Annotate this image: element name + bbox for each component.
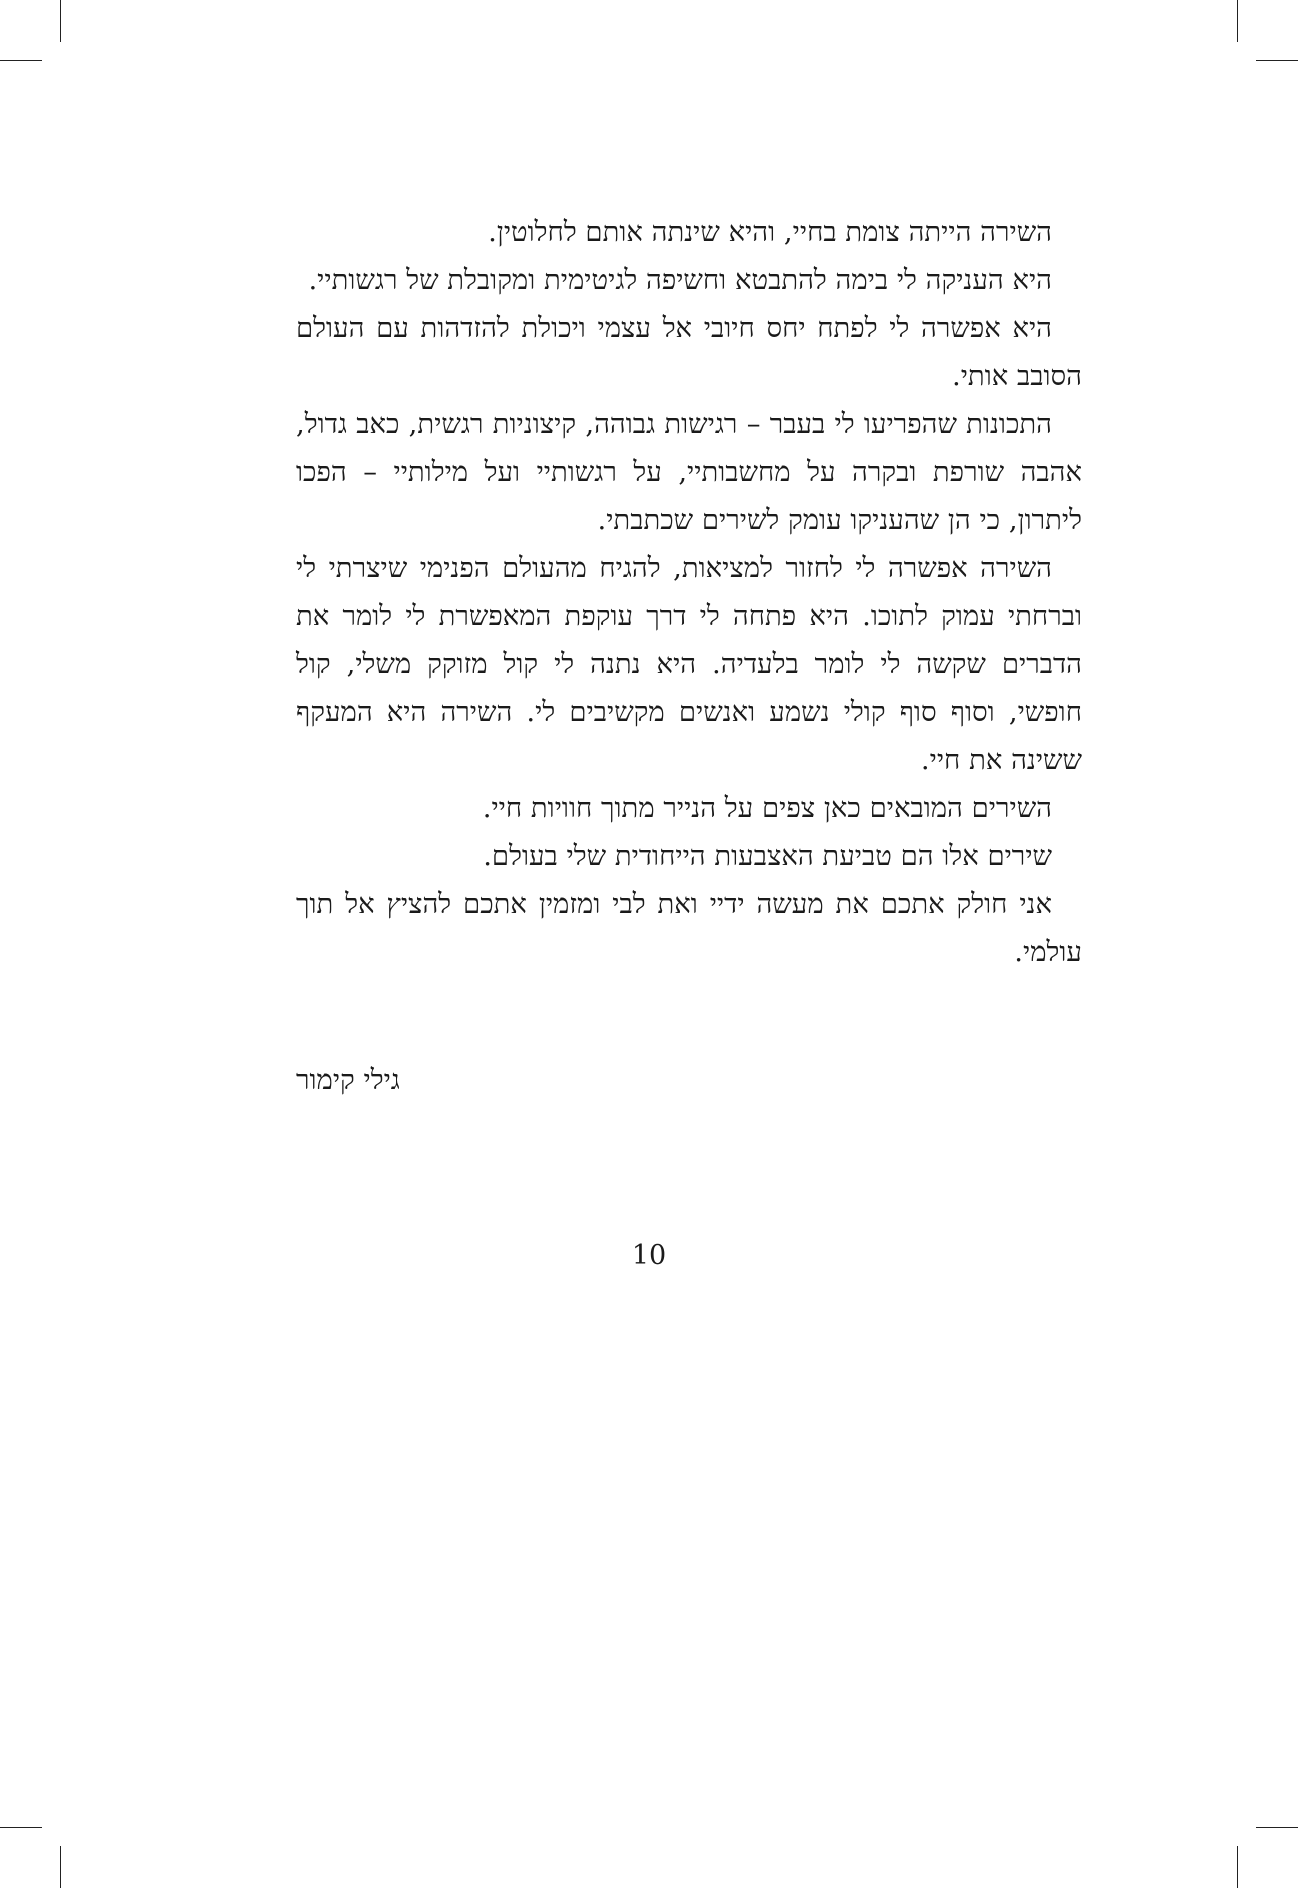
paragraph: היא אפשרה לי לפתח יחס חיובי אל עצמי ויכולת להזדהות עם העולם הסובב אותי. [296,312,1082,392]
crop-mark-top-left-horizontal [0,60,42,61]
paragraph: אני חולק אתכם את מעשה ידיי ואת לבי ומזמין אתכם להציץ אל תוך עולמי. [296,888,1082,968]
crop-mark-bottom-right-vertical [1237,1846,1238,1888]
paragraph: השירה הייתה צומת בחיי, והיא שינתה אותם לחלוטין. [488,216,1052,248]
crop-mark-top-right-horizontal [1256,60,1298,61]
paragraph: שירים אלו הם טביעת האצבעות הייחודית שלי בעולם. [483,840,1052,872]
author-signature: גילי קימור [296,1064,400,1096]
crop-mark-bottom-right-horizontal [1256,1827,1298,1828]
crop-mark-top-right-vertical [1237,0,1238,42]
paragraph: השירה אפשרה לי לחזור למציאות, להגיח מהעולם הפנימי שיצרתי לי וברחתי עמוק לתוכו. היא פתחה לי דרך עוקפת המאפשרת לי לומר את הדברים שקשה לי לומר בלעדיה. היא נתנה לי קול מזוקק משלי, קול חופשי, וסוף סוף קולי נשמע ואנשים מקשיבים לי. השירה היא המעקף ששינה את חיי. [296,552,1082,776]
paragraph: השירים המובאים כאן צפים על הנייר מתוך חוויות חיי. [482,792,1052,824]
crop-mark-top-left-vertical [60,0,61,42]
crop-mark-bottom-left-vertical [60,1846,61,1888]
crop-mark-bottom-left-horizontal [0,1827,42,1828]
body-text [296,208,1082,976]
page-number: 10 [631,1240,667,1271]
paragraph: היא העניקה לי בימה להתבטא וחשיפה לגיטימית ומקובלת של רגשותיי. [308,264,1052,296]
paragraph: התכונות שהפריעו לי בעבר – רגישות גבוהה, קיצוניות רגשית, כאב גדול, אהבה שורפת ובקרה על מחשבותיי, על רגשותיי ועל מילותיי – הפכו ליתרון, כי הן שהעניקו עומק לשירים שכתבתי. [296,408,1082,536]
